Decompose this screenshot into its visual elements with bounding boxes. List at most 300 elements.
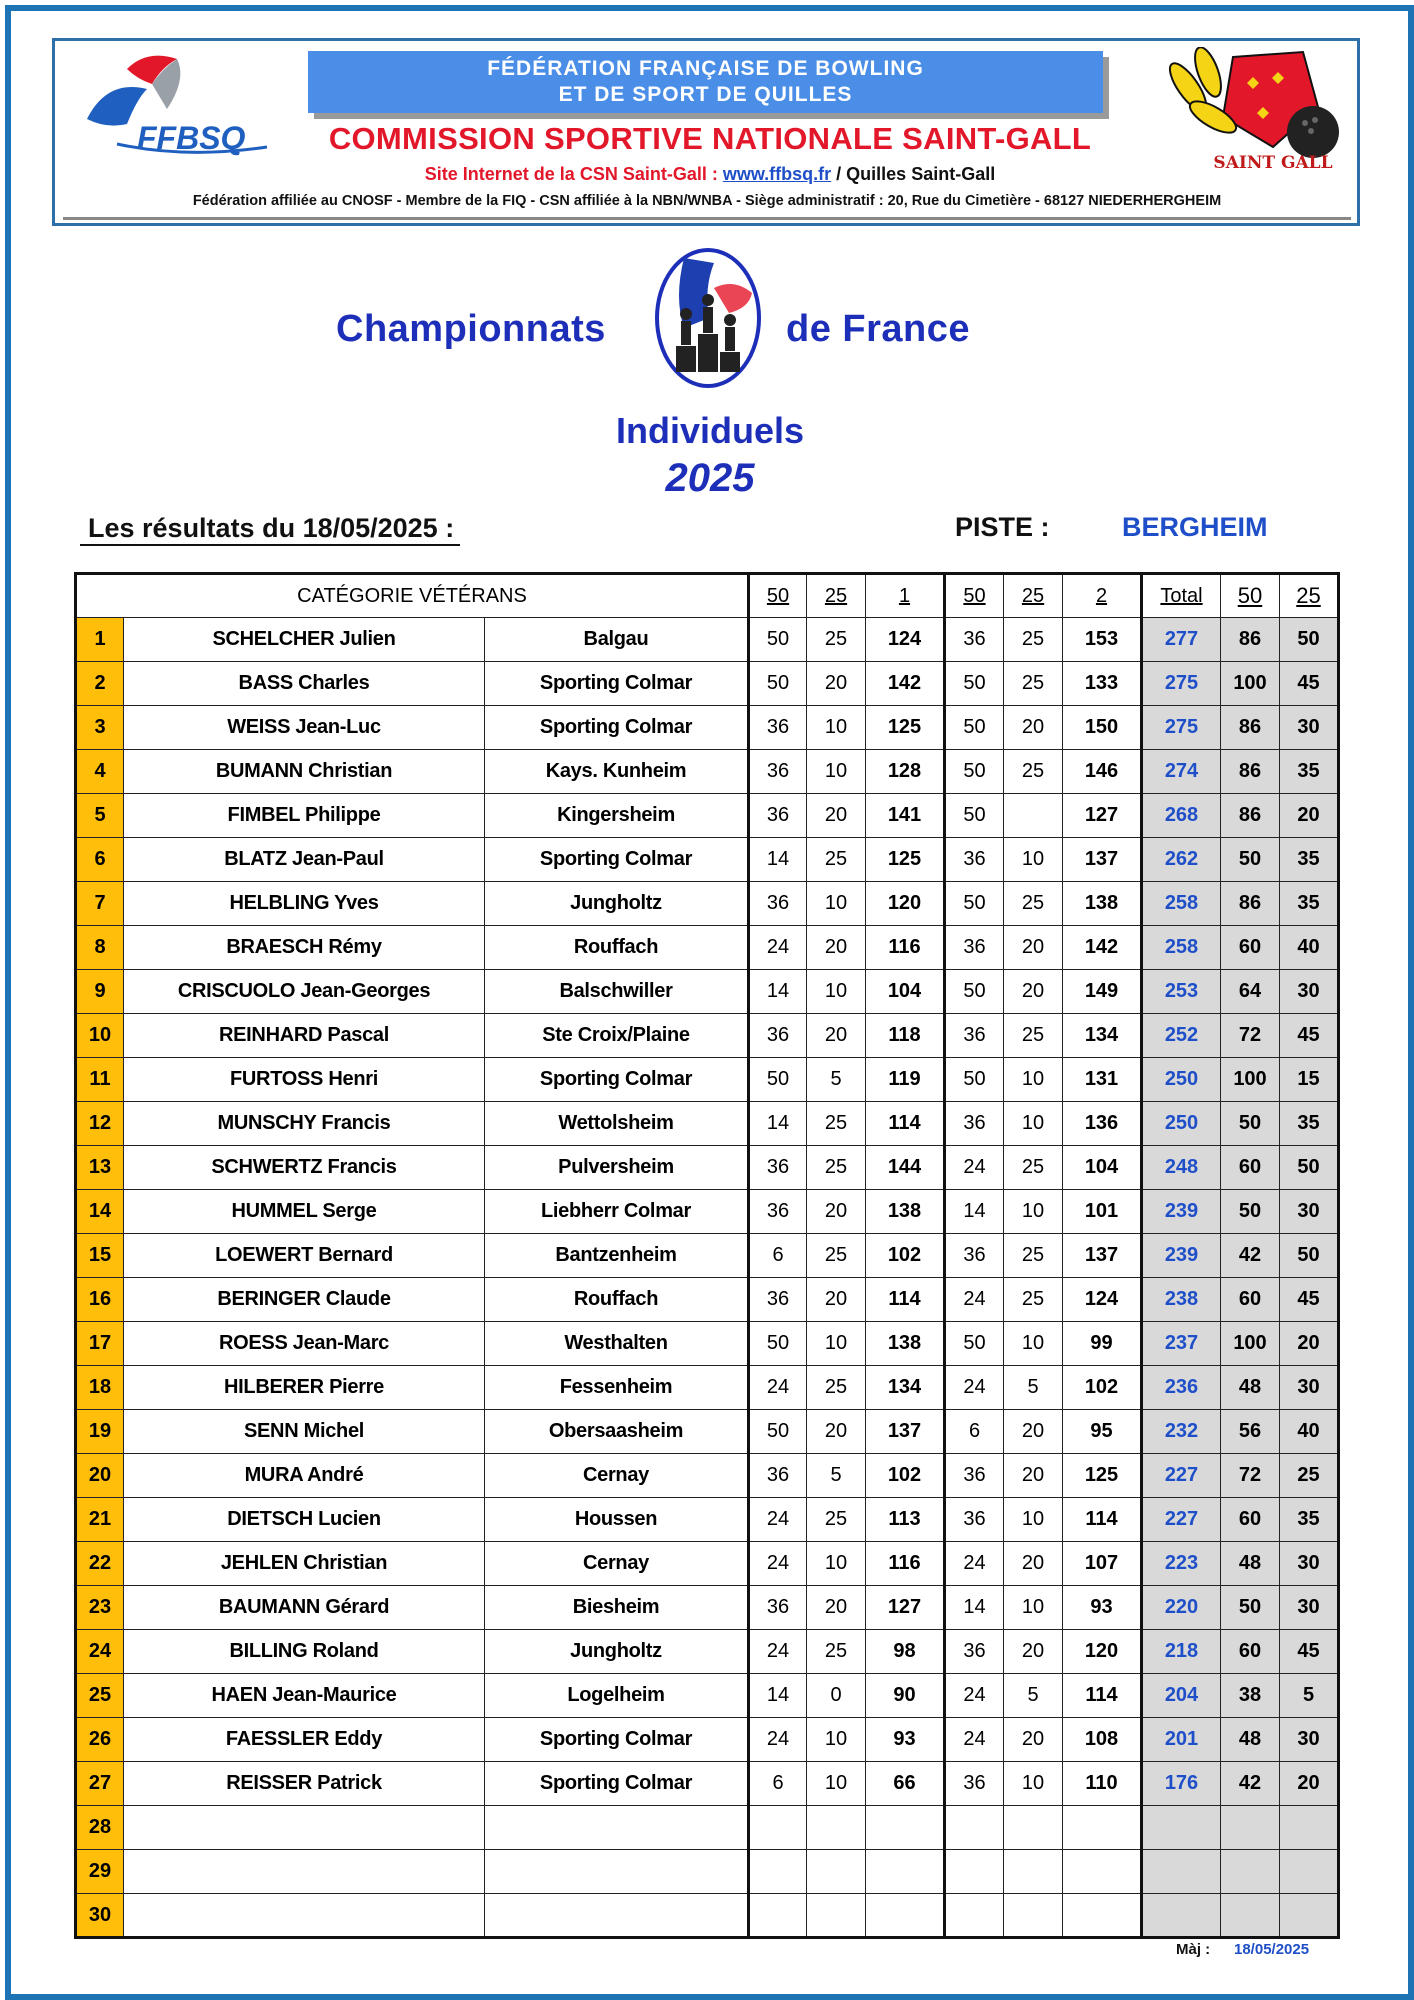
total-score: 250: [1142, 1058, 1221, 1102]
rank-cell: 16: [76, 1278, 124, 1322]
table-row: [76, 1498, 1339, 1542]
game2-score: 149: [1063, 970, 1142, 1014]
total-score: 248: [1142, 1146, 1221, 1190]
total-score: 237: [1142, 1322, 1221, 1366]
table-row: [76, 926, 1339, 970]
total-50: 100: [1221, 1322, 1280, 1366]
game1-50: 14: [749, 1102, 807, 1146]
game1-25: 20: [807, 1410, 866, 1454]
game1-50: 14: [749, 838, 807, 882]
game1-score: 124: [866, 618, 945, 662]
game2-25: 10: [1004, 1586, 1063, 1630]
total-score: 252: [1142, 1014, 1221, 1058]
game1-25: 20: [807, 1586, 866, 1630]
game2-25: [1004, 1806, 1063, 1850]
table-row: [76, 662, 1339, 706]
game1-score: 98: [866, 1630, 945, 1674]
total-50: 50: [1221, 1102, 1280, 1146]
federation-line-2: ET DE SPORT DE QUILLES: [558, 83, 853, 106]
rank-cell: 12: [76, 1102, 124, 1146]
total-score: [1142, 1806, 1221, 1850]
game1-25: [807, 1894, 866, 1938]
game2-25: [1004, 1894, 1063, 1938]
game1-50: 6: [749, 1762, 807, 1806]
game1-25: 25: [807, 618, 866, 662]
federation-banner: [308, 51, 1103, 113]
game1-score: 134: [866, 1366, 945, 1410]
results-date-label: Les résultats du 18/05/2025 :: [80, 512, 460, 546]
rank-cell: 8: [76, 926, 124, 970]
player-name: DIETSCH Lucien: [124, 1498, 485, 1542]
total-score: 238: [1142, 1278, 1221, 1322]
total-25: 35: [1280, 882, 1339, 926]
total-50: 56: [1221, 1410, 1280, 1454]
rank-cell: 29: [76, 1850, 124, 1894]
game2-50: 50: [945, 1058, 1004, 1102]
game1-score: 125: [866, 838, 945, 882]
player-name: LOEWERT Bernard: [124, 1234, 485, 1278]
game2-25: 10: [1004, 838, 1063, 882]
game2-score: [1063, 1894, 1142, 1938]
rank-cell: 30: [76, 1894, 124, 1938]
table-row: [76, 1894, 1339, 1938]
total-25: 40: [1280, 926, 1339, 970]
game2-score: 120: [1063, 1630, 1142, 1674]
game2-50: 24: [945, 1674, 1004, 1718]
rank-cell: 4: [76, 750, 124, 794]
total-50: 86: [1221, 794, 1280, 838]
game2-50: 36: [945, 926, 1004, 970]
game1-25: 25: [807, 1234, 866, 1278]
club-name: Bantzenheim: [485, 1234, 749, 1278]
total-score: 239: [1142, 1234, 1221, 1278]
site-line: [295, 164, 1125, 185]
total-score: 220: [1142, 1586, 1221, 1630]
player-name: HELBLING Yves: [124, 882, 485, 926]
rank-cell: 2: [76, 662, 124, 706]
game2-50: 50: [945, 970, 1004, 1014]
total-25: 45: [1280, 662, 1339, 706]
club-name: Houssen: [485, 1498, 749, 1542]
table-row: [76, 1278, 1339, 1322]
club-name: [485, 1850, 749, 1894]
game2-score: 150: [1063, 706, 1142, 750]
game2-score: 127: [1063, 794, 1142, 838]
total-25: 50: [1280, 1146, 1339, 1190]
game2-score: 93: [1063, 1586, 1142, 1630]
title-de-france: de France: [786, 308, 971, 350]
player-name: SCHWERTZ Francis: [124, 1146, 485, 1190]
game2-score: 99: [1063, 1322, 1142, 1366]
game1-25: 25: [807, 1146, 866, 1190]
rank-cell: 15: [76, 1234, 124, 1278]
game1-50: 24: [749, 1498, 807, 1542]
game2-50: 36: [945, 1630, 1004, 1674]
game2-score: 101: [1063, 1190, 1142, 1234]
game2-50: 36: [945, 838, 1004, 882]
club-name: Biesheim: [485, 1586, 749, 1630]
club-name: Rouffach: [485, 1278, 749, 1322]
player-name: BUMANN Christian: [124, 750, 485, 794]
table-row: [76, 1718, 1339, 1762]
club-name: Obersaasheim: [485, 1410, 749, 1454]
club-name: Kays. Kunheim: [485, 750, 749, 794]
title-individuels: Individuels: [615, 410, 805, 451]
game1-score: 114: [866, 1102, 945, 1146]
game1-25: 10: [807, 882, 866, 926]
total-score: 223: [1142, 1542, 1221, 1586]
total-score: 277: [1142, 618, 1221, 662]
total-score: 227: [1142, 1454, 1221, 1498]
game2-50: 24: [945, 1146, 1004, 1190]
total-50: 86: [1221, 706, 1280, 750]
player-name: FIMBEL Philippe: [124, 794, 485, 838]
club-name: Cernay: [485, 1454, 749, 1498]
club-name: Jungholtz: [485, 882, 749, 926]
total-score: 232: [1142, 1410, 1221, 1454]
game2-50: 36: [945, 1762, 1004, 1806]
rank-cell: 10: [76, 1014, 124, 1058]
game1-50: 50: [749, 1058, 807, 1102]
total-50: 48: [1221, 1718, 1280, 1762]
table-row: [76, 1322, 1339, 1366]
game1-25: 25: [807, 1366, 866, 1410]
game2-25: 20: [1004, 1454, 1063, 1498]
game1-50: 36: [749, 1586, 807, 1630]
game1-50: 36: [749, 1146, 807, 1190]
podium-icon: [654, 248, 762, 388]
total-25: 35: [1280, 838, 1339, 882]
player-name: HILBERER Pierre: [124, 1366, 485, 1410]
player-name: JEHLEN Christian: [124, 1542, 485, 1586]
game1-50: 36: [749, 882, 807, 926]
game2-50: 36: [945, 1234, 1004, 1278]
game2-50: [945, 1850, 1004, 1894]
club-name: Sporting Colmar: [485, 706, 749, 750]
total-score: 275: [1142, 662, 1221, 706]
col-header-game-1: 1: [866, 574, 945, 618]
game1-score: 127: [866, 1586, 945, 1630]
player-name: MURA André: [124, 1454, 485, 1498]
game2-25: 25: [1004, 882, 1063, 926]
game1-50: 50: [749, 1410, 807, 1454]
total-50: 38: [1221, 1674, 1280, 1718]
game2-25: [1004, 794, 1063, 838]
game2-score: [1063, 1806, 1142, 1850]
game2-25: 10: [1004, 1762, 1063, 1806]
federation-line-1: FÉDÉRATION FRANÇAISE DE BOWLING: [487, 57, 924, 80]
game2-50: 50: [945, 706, 1004, 750]
game1-50: 24: [749, 926, 807, 970]
player-name: WEISS Jean-Luc: [124, 706, 485, 750]
game1-25: [807, 1806, 866, 1850]
game2-50: 36: [945, 1498, 1004, 1542]
club-name: Balschwiller: [485, 970, 749, 1014]
col-header-25-total: 25: [1280, 574, 1339, 618]
total-25: 20: [1280, 1322, 1339, 1366]
game1-50: 36: [749, 794, 807, 838]
game2-25: 20: [1004, 1718, 1063, 1762]
game2-50: 50: [945, 662, 1004, 706]
site-link[interactable]: www.ffbsq.fr: [722, 164, 832, 184]
game1-25: 10: [807, 1718, 866, 1762]
game1-25: 20: [807, 926, 866, 970]
game1-25: 0: [807, 1674, 866, 1718]
player-name: BERINGER Claude: [124, 1278, 485, 1322]
total-50: 60: [1221, 1146, 1280, 1190]
game2-25: 10: [1004, 1322, 1063, 1366]
game1-50: 14: [749, 1674, 807, 1718]
game2-score: 107: [1063, 1542, 1142, 1586]
club-name: Sporting Colmar: [485, 1718, 749, 1762]
col-header-game-2: 2: [1063, 574, 1142, 618]
player-name: BILLING Roland: [124, 1630, 485, 1674]
total-25: 30: [1280, 1586, 1339, 1630]
total-25: [1280, 1806, 1339, 1850]
total-50: 60: [1221, 1278, 1280, 1322]
total-50: 50: [1221, 1586, 1280, 1630]
table-row: [76, 1190, 1339, 1234]
game2-25: 25: [1004, 750, 1063, 794]
rank-cell: 25: [76, 1674, 124, 1718]
game2-score: 124: [1063, 1278, 1142, 1322]
game1-score: 138: [866, 1190, 945, 1234]
game1-score: 118: [866, 1014, 945, 1058]
col-header-50-2: 50: [945, 574, 1004, 618]
total-score: 201: [1142, 1718, 1221, 1762]
total-score: 274: [1142, 750, 1221, 794]
player-name: FURTOSS Henri: [124, 1058, 485, 1102]
game2-50: 24: [945, 1278, 1004, 1322]
player-name: BASS Charles: [124, 662, 485, 706]
game2-score: 108: [1063, 1718, 1142, 1762]
game1-25: 10: [807, 706, 866, 750]
game1-score: 142: [866, 662, 945, 706]
game1-score: 114: [866, 1278, 945, 1322]
game1-25: 25: [807, 1498, 866, 1542]
game1-score: 144: [866, 1146, 945, 1190]
game2-score: 146: [1063, 750, 1142, 794]
game1-score: 113: [866, 1498, 945, 1542]
game2-25: 10: [1004, 1102, 1063, 1146]
game1-50: 50: [749, 662, 807, 706]
game2-50: 50: [945, 882, 1004, 926]
game2-50: 36: [945, 1102, 1004, 1146]
rank-cell: 19: [76, 1410, 124, 1454]
total-50: [1221, 1806, 1280, 1850]
saint-gall-label: SAINT GALL: [1213, 153, 1333, 173]
game2-score: 134: [1063, 1014, 1142, 1058]
game1-50: 24: [749, 1630, 807, 1674]
game2-score: [1063, 1850, 1142, 1894]
game1-50: 24: [749, 1542, 807, 1586]
club-name: Logelheim: [485, 1674, 749, 1718]
game1-score: 138: [866, 1322, 945, 1366]
game2-score: 153: [1063, 618, 1142, 662]
table-row: [76, 882, 1339, 926]
total-50: 42: [1221, 1234, 1280, 1278]
rank-cell: 13: [76, 1146, 124, 1190]
total-score: 250: [1142, 1102, 1221, 1146]
total-score: [1142, 1850, 1221, 1894]
game2-50: [945, 1806, 1004, 1850]
table-row: [76, 794, 1339, 838]
table-row: [76, 838, 1339, 882]
game2-50: 50: [945, 794, 1004, 838]
total-25: 20: [1280, 794, 1339, 838]
game1-50: 24: [749, 1718, 807, 1762]
player-name: SENN Michel: [124, 1410, 485, 1454]
total-50: 86: [1221, 882, 1280, 926]
player-name: [124, 1806, 485, 1850]
table-row: [76, 1234, 1339, 1278]
game1-score: [866, 1850, 945, 1894]
game1-25: 20: [807, 1190, 866, 1234]
total-25: 30: [1280, 1542, 1339, 1586]
game1-score: 90: [866, 1674, 945, 1718]
total-50: 42: [1221, 1762, 1280, 1806]
game1-50: 36: [749, 1278, 807, 1322]
game2-score: 125: [1063, 1454, 1142, 1498]
club-name: Pulversheim: [485, 1146, 749, 1190]
rank-cell: 23: [76, 1586, 124, 1630]
game1-50: 14: [749, 970, 807, 1014]
rank-cell: 14: [76, 1190, 124, 1234]
total-25: 20: [1280, 1762, 1339, 1806]
game2-score: 104: [1063, 1146, 1142, 1190]
site-suffix: / Quilles Saint-Gall: [831, 164, 996, 184]
table-row: [76, 1366, 1339, 1410]
table-row: [76, 1146, 1339, 1190]
rank-cell: 20: [76, 1454, 124, 1498]
federation-header: [52, 38, 1360, 226]
rank-cell: 1: [76, 618, 124, 662]
game1-25: 10: [807, 750, 866, 794]
game1-score: 128: [866, 750, 945, 794]
game2-25: 10: [1004, 1058, 1063, 1102]
club-name: Wettolsheim: [485, 1102, 749, 1146]
player-name: ROESS Jean-Marc: [124, 1322, 485, 1366]
table-row: [76, 1806, 1339, 1850]
player-name: [124, 1850, 485, 1894]
col-header-50-total: 50: [1221, 574, 1280, 618]
game2-25: 10: [1004, 1498, 1063, 1542]
svg-text:FFBSQ: FFBSQ: [137, 120, 246, 156]
total-25: 45: [1280, 1014, 1339, 1058]
rank-cell: 24: [76, 1630, 124, 1674]
club-name: Kingersheim: [485, 794, 749, 838]
update-date: 18/05/2025: [1234, 1941, 1310, 1958]
col-header-25-2: 25: [1004, 574, 1063, 618]
game1-25: 25: [807, 1630, 866, 1674]
col-header-total: Total: [1142, 574, 1221, 618]
club-name: Sporting Colmar: [485, 838, 749, 882]
total-25: 35: [1280, 1498, 1339, 1542]
table-row: [76, 1058, 1339, 1102]
game1-25: 10: [807, 1322, 866, 1366]
total-50: [1221, 1850, 1280, 1894]
club-name: Westhalten: [485, 1322, 749, 1366]
game2-score: 137: [1063, 838, 1142, 882]
club-name: Sporting Colmar: [485, 1058, 749, 1102]
total-50: 60: [1221, 1630, 1280, 1674]
player-name: MUNSCHY Francis: [124, 1102, 485, 1146]
game2-25: 20: [1004, 926, 1063, 970]
total-25: 30: [1280, 1366, 1339, 1410]
game2-25: 5: [1004, 1366, 1063, 1410]
game1-score: 120: [866, 882, 945, 926]
col-header-50-1: 50: [749, 574, 807, 618]
club-name: Sporting Colmar: [485, 1762, 749, 1806]
rank-cell: 17: [76, 1322, 124, 1366]
total-25: 35: [1280, 1102, 1339, 1146]
player-name: SCHELCHER Julien: [124, 618, 485, 662]
player-name: BAUMANN Gérard: [124, 1586, 485, 1630]
piste-label: PISTE :: [955, 512, 1050, 542]
game2-25: 20: [1004, 706, 1063, 750]
total-25: 40: [1280, 1410, 1339, 1454]
game1-50: 50: [749, 1322, 807, 1366]
table-row: [76, 1674, 1339, 1718]
results-table: [74, 572, 1340, 1939]
rank-cell: 11: [76, 1058, 124, 1102]
game2-25: 20: [1004, 970, 1063, 1014]
player-name: [124, 1894, 485, 1938]
game2-25: 25: [1004, 1278, 1063, 1322]
game1-score: [866, 1806, 945, 1850]
game2-50: 6: [945, 1410, 1004, 1454]
total-score: 239: [1142, 1190, 1221, 1234]
table-row: [76, 750, 1339, 794]
game2-25: 25: [1004, 1146, 1063, 1190]
total-score: 227: [1142, 1498, 1221, 1542]
game2-50: 36: [945, 1454, 1004, 1498]
commission-title: COMMISSION SPORTIVE NATIONALE SAINT-GALL: [328, 121, 1092, 156]
game1-score: 102: [866, 1234, 945, 1278]
game1-50: 36: [749, 706, 807, 750]
game1-25: 25: [807, 1102, 866, 1146]
table-row: [76, 1542, 1339, 1586]
total-score: 258: [1142, 926, 1221, 970]
game1-25: [807, 1850, 866, 1894]
affiliation-text: Fédération affiliée au CNOSF - Membre de la FIQ - CSN affiliée à la NBN/WNBA - Siège administratif : 20, Rue du Cimetière - 68127 NIEDERHERGHEIM: [192, 193, 1222, 209]
game2-50: 36: [945, 1014, 1004, 1058]
game1-25: 5: [807, 1058, 866, 1102]
total-25: 30: [1280, 1190, 1339, 1234]
table-row: [76, 1762, 1339, 1806]
update-label: Màj :: [1176, 1941, 1211, 1958]
game1-50: 36: [749, 1454, 807, 1498]
total-25: 30: [1280, 1718, 1339, 1762]
table-row: [76, 618, 1339, 662]
total-50: [1221, 1894, 1280, 1938]
game2-25: 25: [1004, 662, 1063, 706]
game1-25: 20: [807, 1278, 866, 1322]
table-row: [76, 1410, 1339, 1454]
game1-50: [749, 1850, 807, 1894]
total-50: 48: [1221, 1366, 1280, 1410]
total-50: 72: [1221, 1454, 1280, 1498]
player-name: FAESSLER Eddy: [124, 1718, 485, 1762]
game1-25: 20: [807, 794, 866, 838]
game2-score: 114: [1063, 1498, 1142, 1542]
game1-score: 104: [866, 970, 945, 1014]
game1-score: 116: [866, 926, 945, 970]
game2-score: 95: [1063, 1410, 1142, 1454]
game2-50: 24: [945, 1718, 1004, 1762]
game1-score: 116: [866, 1542, 945, 1586]
game1-score: 141: [866, 794, 945, 838]
